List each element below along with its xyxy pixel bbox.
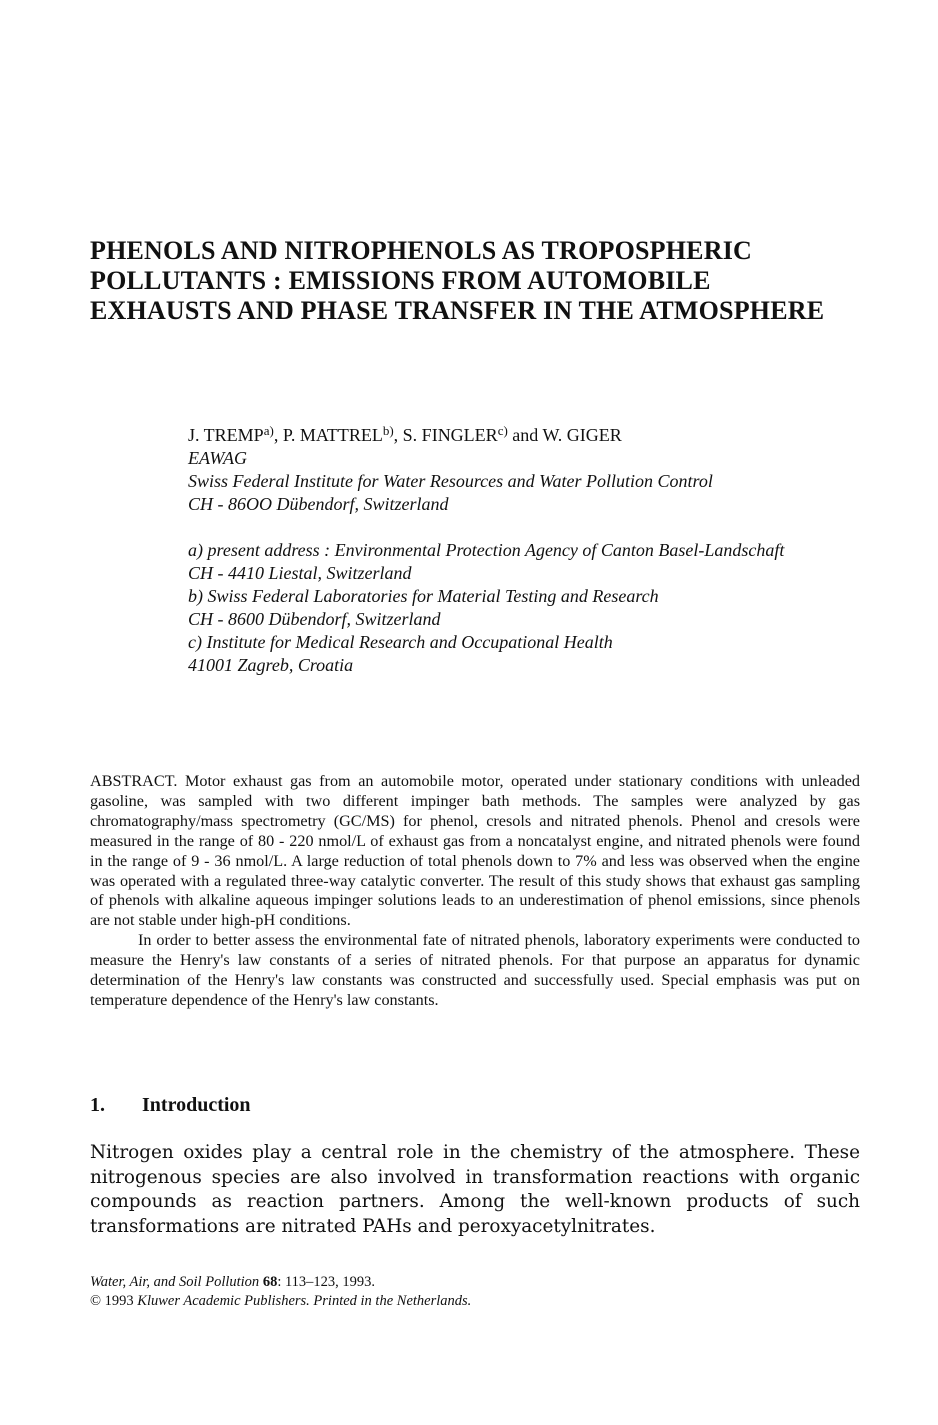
affiliation-line: EAWAG	[188, 448, 248, 468]
address-line: 41001 Zagreb, Croatia	[188, 655, 354, 675]
author-affiliation-mark: c)	[497, 423, 508, 438]
section-title: Introduction	[142, 1094, 251, 1116]
section-heading	[90, 1093, 251, 1117]
author-name: , S. FINGLER	[393, 425, 498, 445]
author-affiliation-mark: b)	[382, 423, 394, 438]
section-number: 1.	[90, 1094, 105, 1116]
address-line: c) Institute for Medical Research and Occupational Health	[188, 632, 613, 652]
author-name: and W. GIGER	[507, 425, 622, 445]
citation-line	[90, 1273, 471, 1292]
journal-name: Water, Air, and Soil Pollution	[90, 1274, 260, 1290]
introduction-body	[90, 1141, 860, 1239]
title-line: POLLUTANTS : EMISSIONS FROM AUTOMOBILE	[90, 266, 711, 295]
author-block	[188, 424, 888, 677]
author-affiliation-mark: a)	[263, 423, 274, 438]
address-line: CH - 8600 Dübendorf, Switzerland	[188, 609, 441, 629]
title-line: EXHAUSTS AND PHASE TRANSFER IN THE ATMOSPHERE	[90, 296, 825, 325]
title-line: PHENOLS AND NITROPHENOLS AS TROPOSPHERIC	[90, 236, 752, 265]
address-line: b) Swiss Federal Laboratories for Material Testing and Research	[188, 586, 659, 606]
copyright-line	[90, 1292, 471, 1311]
author-list	[188, 424, 888, 447]
body-paragraph: Nitrogen oxides play a central role in the chemistry of the atmosphere. These nitrogenous species are also involved in transformation reactions with organic compounds as reaction partners. Among the well-known products of such transformations are nitrated PAHs and peroxyacetylnitrates.	[90, 1142, 860, 1237]
abstract-paragraph: In order to better assess the environmental fate of nitrated phenols, laboratory experiments were conducted to measure the Henry's law constants of a series of nitrated phenols. For that purpose an apparatus for dynamic determination of the Henry's law constants was constructed and successfully used. Special emphasis was put on temperature dependence of the Henry's law constants.	[90, 931, 860, 1009]
address-line: CH - 4410 Liestal, Switzerland	[188, 563, 412, 583]
abstract-paragraph: ABSTRACT. Motor exhaust gas from an automobile motor, operated under stationary conditions with unleaded gasoline, was sampled with two different impinger bath methods. The samples were analyzed by gas chromatography/mass spectrometry (GC/MS) for phenol, cresols and nitrated phenols. Phenol and cresols were measured in the range of 80 - 220 nmol/L of exhaust gas from a noncatalyst engine, and nitrated phenols were found in the range of 9 - 36 nmol/L. A large reduction of total phenols down to 7% and less was observed when the engine was operated with a regulated three-way catalytic converter. The result of this study shows that exhaust gas sampling of phenols with alkaline aqueous impinger solutions leads to an underestimation of phenol emissions, since phenols are not stable under high-pH conditions.	[90, 772, 860, 930]
paper-title	[90, 236, 890, 326]
publisher-name: Kluwer Academic Publishers. Printed in the Netherlands.	[137, 1292, 472, 1309]
journal-pages: : 113–123, 1993.	[277, 1274, 376, 1290]
affiliation-line: CH - 86OO Dübendorf, Switzerland	[188, 494, 449, 514]
journal-volume: 68	[262, 1274, 278, 1290]
author-name: J. TREMP	[188, 425, 264, 445]
copyright-year: © 1993	[90, 1292, 138, 1309]
abstract	[90, 772, 860, 1011]
journal-footer	[90, 1273, 471, 1310]
author-name: , P. MATTREL	[273, 425, 383, 445]
affiliation-line: Swiss Federal Institute for Water Resources and Water Pollution Control	[188, 471, 713, 491]
address-line: a) present address : Environmental Protection Agency of Canton Basel-Landschaft	[188, 540, 785, 560]
